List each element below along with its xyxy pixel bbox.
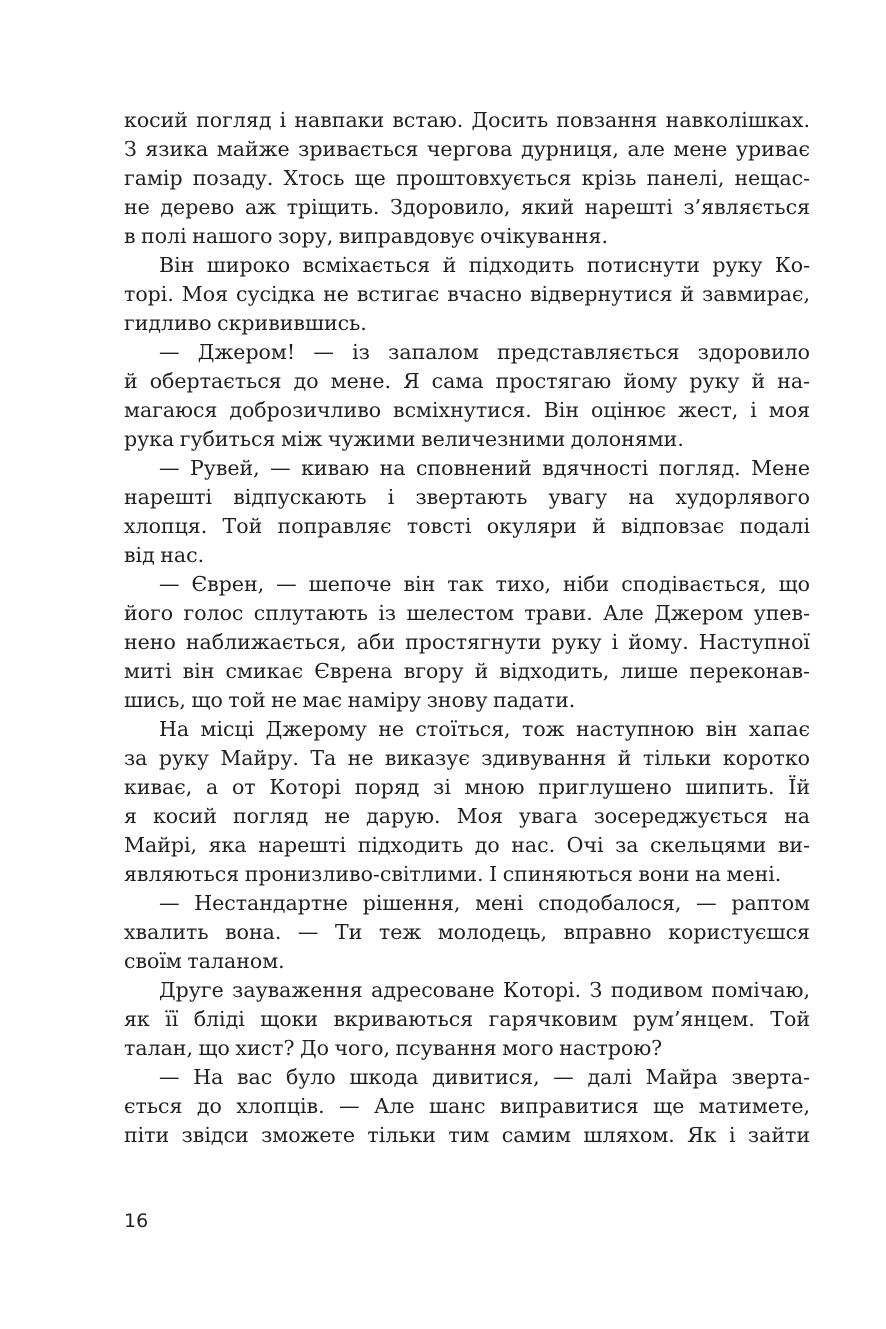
text-line: Друге зауваження адресоване Которі. З подивом помічаю, (159, 978, 810, 1002)
text-line: талан, що хист? До чого, псування мого настрою? (124, 1036, 663, 1060)
text-line: нарешті відпускають і звертають увагу на худорлявого (124, 485, 810, 509)
text-line: являються пронизливо-світлими. І спиняються вони на мені. (124, 862, 782, 886)
text-line: торі. Моя сусідка не встигає вчасно відвернутися й завмирає, (124, 282, 810, 306)
text-line: На місці Джерому не стоїться, тож наступною він хапає (159, 717, 810, 741)
text-line: косий погляд і навпаки встаю. Досить повзання навколішках. (124, 108, 810, 132)
text-line: й обертається до мене. Я сама простягаю йому руку й на- (124, 369, 810, 393)
text-line: — Рувей, — киваю на сповнений вдячності погляд. Мене (159, 456, 810, 480)
text-line: магаюся доброзичливо всміхнутися. Він оцінює жест, і моя (124, 398, 810, 422)
text-line: З язика майже зривається чергова дурниця, але мене уриває (124, 137, 810, 161)
page-number: 16 (124, 1210, 149, 1232)
text-line: не дерево аж тріщить. Здоровило, який нарешті з’являється (124, 195, 810, 219)
text-line: своїм таланом. (124, 949, 285, 973)
text-line: гамір позаду. Хтось ще проштовхується крізь панелі, нещас- (124, 166, 810, 190)
text-line: киває, а от Которі поряд зі мною приглушено шипить. Їй (124, 775, 810, 799)
text-line: як її бліді щоки вкриваються гарячковим рум’янцем. Той (124, 1007, 810, 1031)
text-line: нено наближається, аби простягнути руку і йому. Наступної (124, 630, 810, 654)
text-line: хвалить вона. — Ти теж молодець, вправно користуєшся (124, 920, 810, 944)
text-line: в полі нашого зору, виправдовує очікування. (124, 224, 608, 248)
body-text (124, 106, 810, 1150)
text-line: від нас. (124, 543, 205, 567)
text-line: хлопця. Той поправляє товсті окуляри й відповзає подалі (124, 514, 810, 538)
text-line: Він широко всміхається й підходить потиснути руку Ко- (159, 253, 810, 277)
text-line: за руку Майру. Та не виказує здивування й тільки коротко (124, 746, 810, 770)
text-line: його голос сплутають із шелестом трави. Але Джером упев- (124, 601, 810, 625)
text-line: миті він смикає Єврена вгору й відходить, лише переконав- (124, 659, 810, 683)
text-line: піти звідси зможете тільки тим самим шляхом. Як і зайти (124, 1123, 810, 1147)
text-line: я косий погляд не дарую. Моя увага зосереджується на (124, 804, 810, 828)
text-line: — Нестандартне рішення, мені сподобалося, — раптом (159, 891, 810, 915)
text-line: — На вас було шкода дивитися, — далі Майра зверта- (159, 1065, 810, 1089)
text-line: рука губиться між чужими величезними долонями. (124, 427, 684, 451)
text-line: Майрі, яка нарешті підходить до нас. Очі за скельцями ви- (124, 833, 810, 857)
text-line: — Джером! — із запалом представляється здоровило (159, 340, 810, 364)
text-line: гидливо скривившись. (124, 311, 367, 335)
text-line: — Єврен, — шепоче він так тихо, ніби сподівається, що (159, 572, 810, 596)
text-line: ється до хлопців. — Але шанс виправитися ще матимете, (124, 1094, 810, 1118)
text-line: шись, що той не має наміру знову падати. (124, 688, 576, 712)
